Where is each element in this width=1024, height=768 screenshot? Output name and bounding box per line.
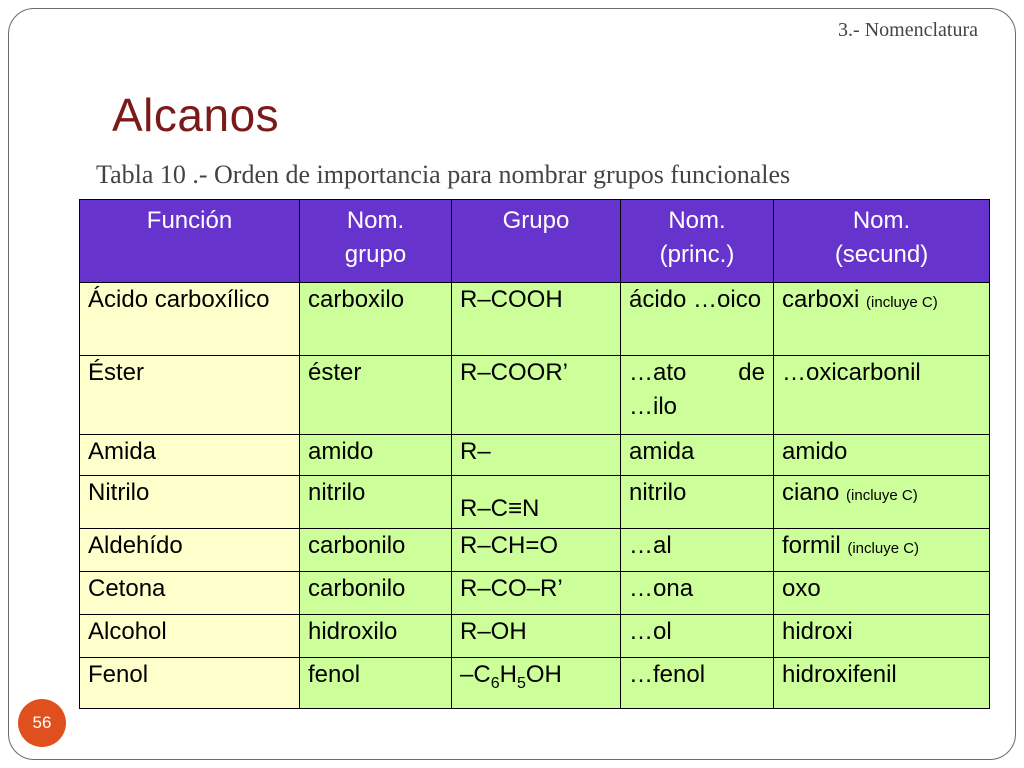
cell-nom-secund: hidroxifenil [774, 658, 990, 709]
cell-grupo: R–C≡N [452, 476, 621, 529]
cell-nom-secund: ciano (incluye C) [774, 476, 990, 529]
cell-funcion: Amida [80, 435, 300, 476]
table-row [80, 529, 990, 572]
cell-funcion: Aldehído [80, 529, 300, 572]
cell-nom-secund: amido [774, 435, 990, 476]
header-nom-grupo: Nom. grupo [300, 200, 452, 283]
cell-nom-princ: nitrilo [621, 476, 774, 529]
note-incluye-c: (incluye C) [846, 487, 918, 504]
cell-funcion: Alcohol [80, 615, 300, 658]
cell-nom-princ: ácido …oico [621, 283, 774, 356]
cell-grupo: R–COOR’ [452, 356, 621, 435]
cell-nom-grupo: éster [300, 356, 452, 435]
cell-nom-secund: oxo [774, 572, 990, 615]
note-incluye-c: (incluye C) [847, 540, 920, 557]
table-row [80, 356, 990, 435]
cell-nom-princ: amida [621, 435, 774, 476]
cell-nom-princ: …ona [621, 572, 774, 615]
cell-nom-princ: …fenol [621, 658, 774, 709]
cell-grupo: R–COOH [452, 283, 621, 356]
cell-grupo: R–OH [452, 615, 621, 658]
table-header-row [80, 200, 990, 283]
table-row [80, 615, 990, 658]
cell-nom-princ: …ol [621, 615, 774, 658]
slide-title: Alcanos [112, 89, 280, 141]
page-number: 56 [32, 713, 52, 732]
cell-nom-grupo: carbonilo [300, 529, 452, 572]
header-grupo: Grupo [452, 200, 621, 283]
table-row [80, 283, 990, 356]
cell-funcion: Nitrilo [80, 476, 300, 529]
header-nom-princ: Nom. (princ.) [621, 200, 774, 283]
cell-funcion: Ácido carboxílico [80, 283, 300, 356]
note-incluye-c: (incluye C) [866, 294, 938, 311]
cell-nom-grupo: fenol [300, 658, 452, 709]
table-row [80, 435, 990, 476]
cell-grupo: R–CO–R’ [452, 572, 621, 615]
section-label: 3.- Nomenclatura [838, 19, 978, 41]
cell-funcion: Fenol [80, 658, 300, 709]
cell-nom-secund: formil (incluye C) [774, 529, 990, 572]
cell-funcion: Cetona [80, 572, 300, 615]
cell-nom-secund: hidroxi [774, 615, 990, 658]
cell-funcion: Éster [80, 356, 300, 435]
table-caption: Tabla 10 .- Orden de importancia para nombrar grupos funcionales [96, 160, 791, 189]
cell-nom-grupo: nitrilo [300, 476, 452, 529]
header-nom-secund: Nom. (secund) [774, 200, 990, 283]
cell-nom-secund: …oxicarbonil [774, 356, 990, 435]
table-row [80, 658, 990, 709]
cell-nom-princ: …ato de …ilo [621, 356, 774, 435]
cell-nom-grupo: hidroxilo [300, 615, 452, 658]
header-funcion: Función [80, 200, 300, 283]
cell-nom-princ: …al [621, 529, 774, 572]
table-row [80, 476, 990, 529]
cell-grupo: $-C_6H_5OH$ [452, 658, 621, 709]
cell-grupo: R– [452, 435, 621, 476]
cell-nom-grupo: carboxilo [300, 283, 452, 356]
page-number-badge [18, 699, 66, 747]
table-row [80, 572, 990, 615]
cell-grupo: R–CH=O [452, 529, 621, 572]
cell-nom-grupo: carbonilo [300, 572, 452, 615]
cell-nom-secund: carboxi (incluye C) [774, 283, 990, 356]
functional-groups-table [79, 199, 990, 709]
cell-nom-grupo: amido [300, 435, 452, 476]
